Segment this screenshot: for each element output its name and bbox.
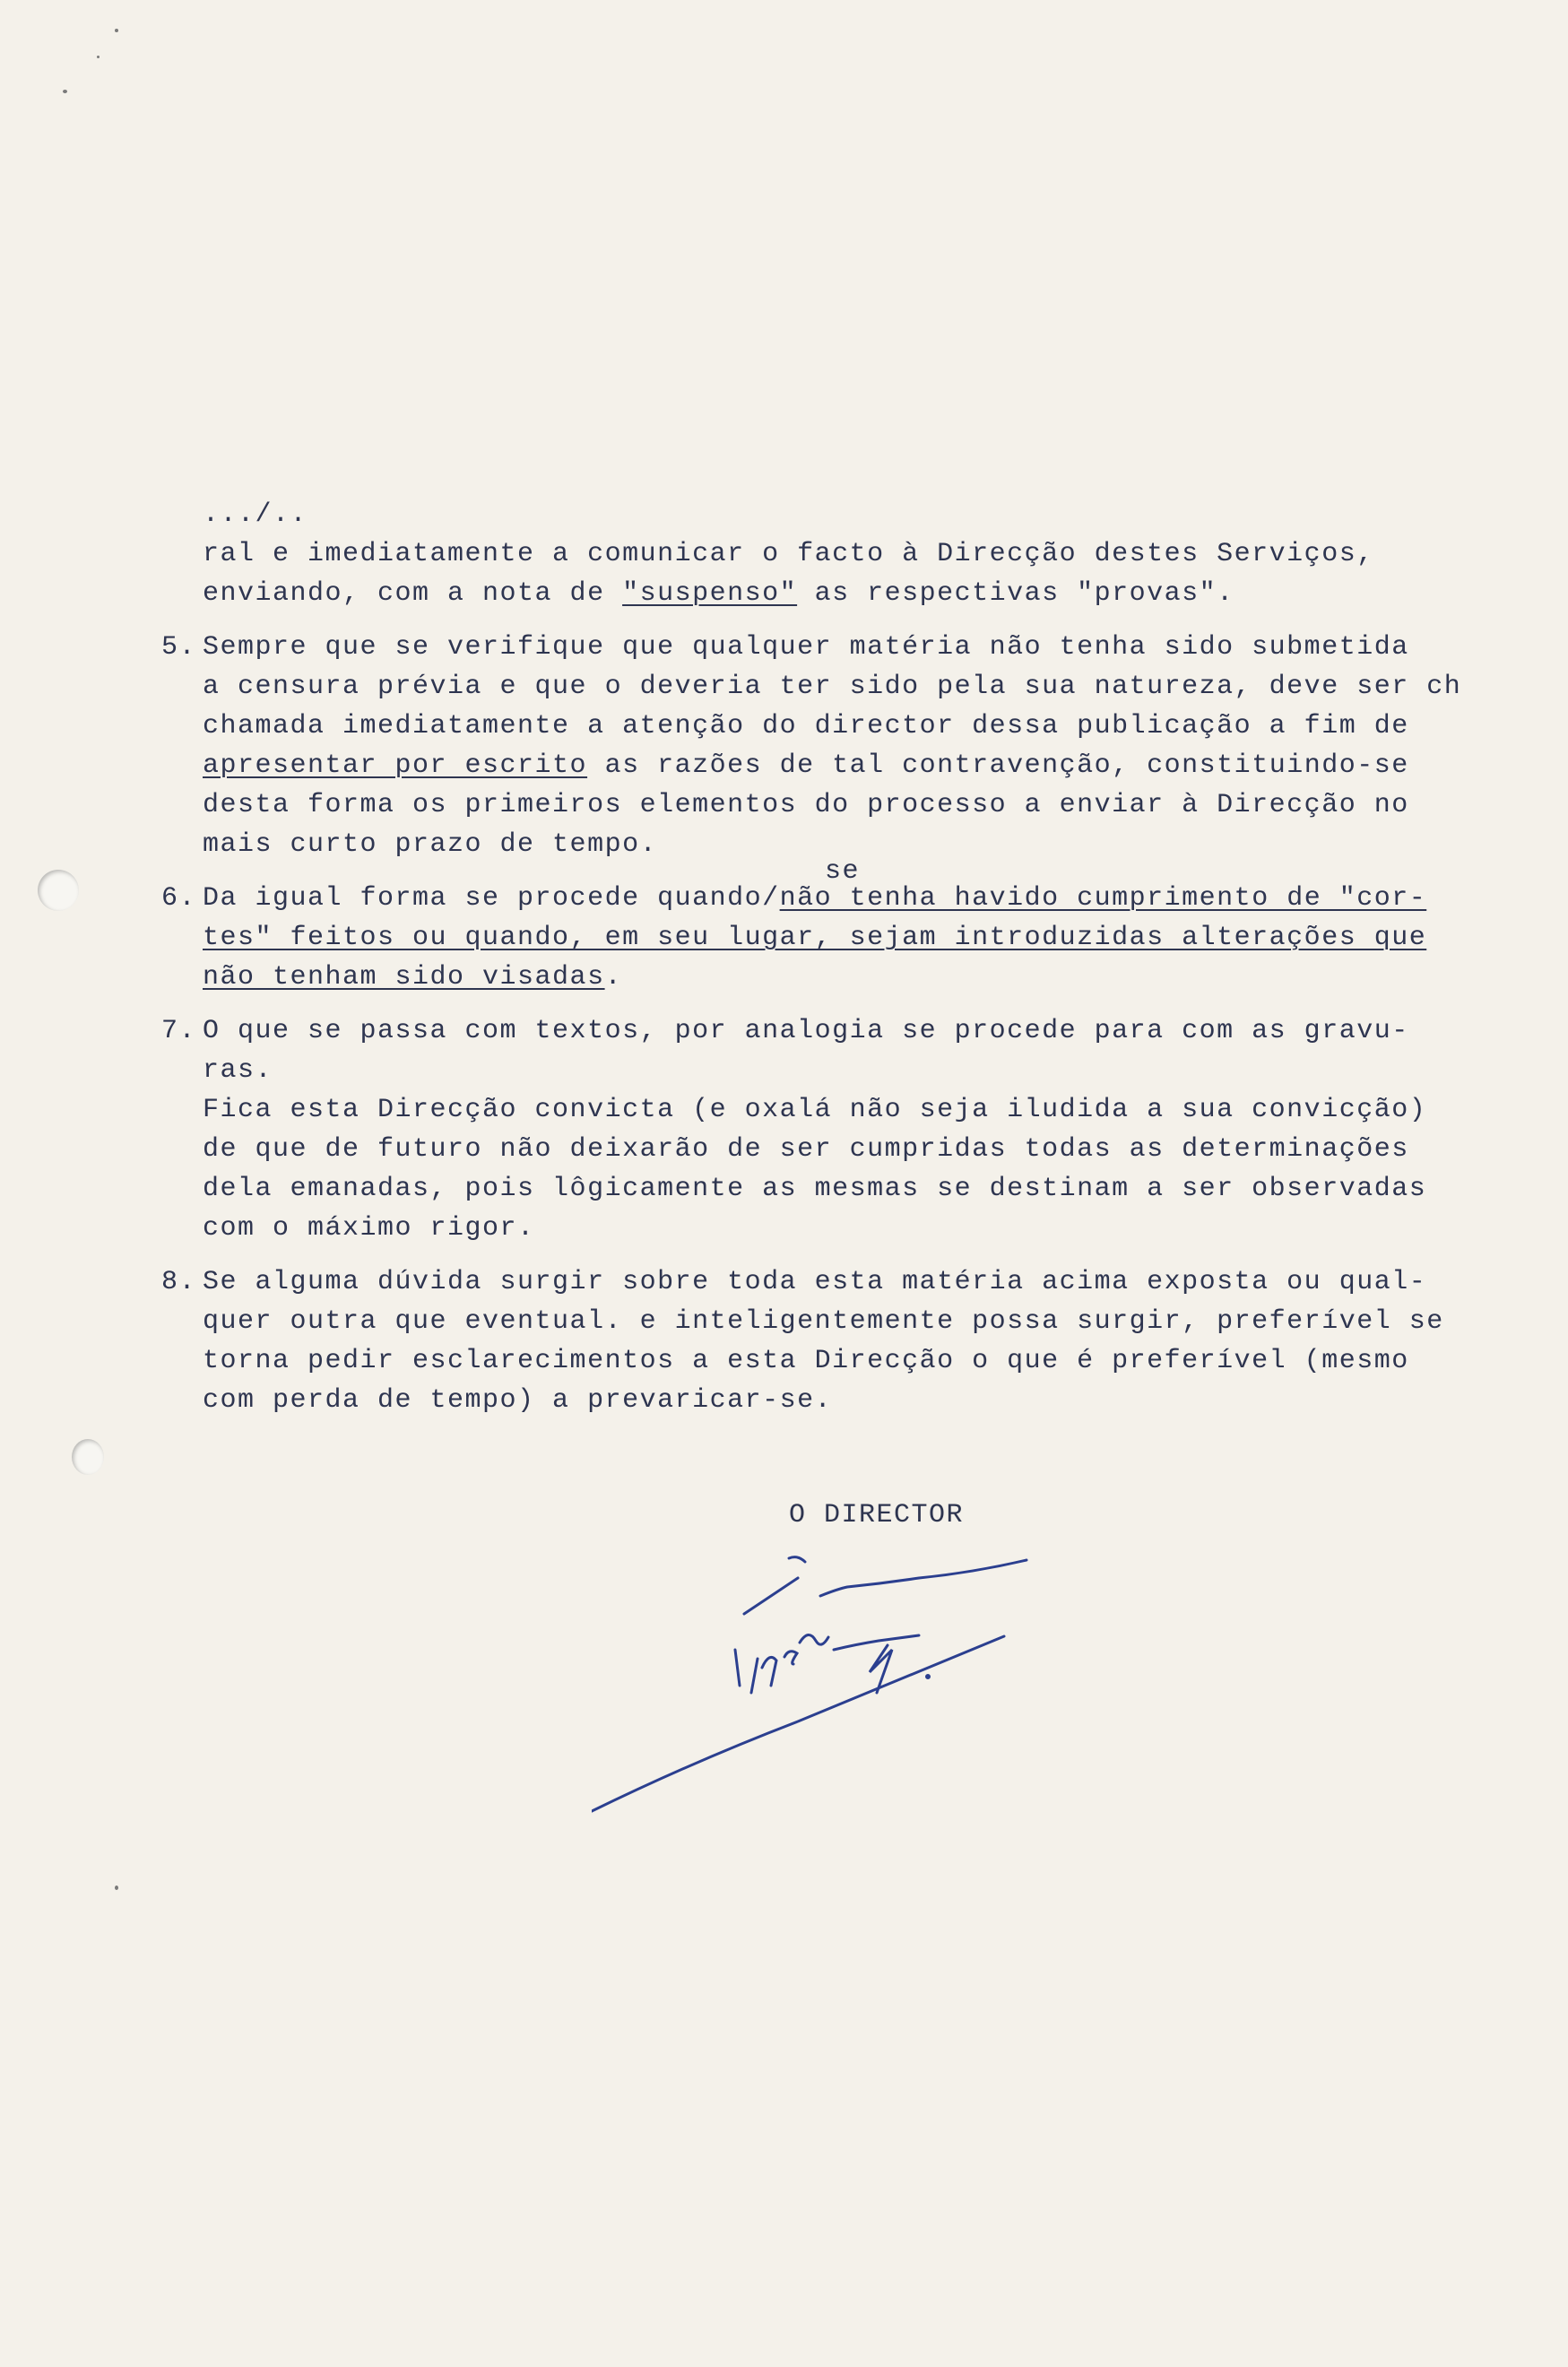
intro-line-2 xyxy=(203,574,1234,613)
paragraph-number-6: 6. xyxy=(161,883,197,914)
p8-line-1: Se alguma dúvida surgir sobre toda esta matéria acima exposta ou qual- xyxy=(203,1267,1427,1297)
p5-line-2: a censura prévia e que o deveria ter sido pela sua natureza, deve ser ch xyxy=(203,672,1462,702)
p8-line-4: com perda de tempo) a prevaricar-se. xyxy=(203,1385,833,1416)
p5-line-4 xyxy=(203,746,1409,785)
p6-line-1 xyxy=(203,879,1426,918)
p6-period: . xyxy=(604,962,623,993)
paper-speck xyxy=(97,56,100,58)
p7-line-2: ras. xyxy=(203,1055,273,1086)
p5-line-1: Sempre que se verifique que qualquer matéria não tenha sido submetida xyxy=(203,632,1409,663)
intro-tail: as respectivas "provas". xyxy=(797,578,1234,609)
p7-line-5: dela emanadas, pois lôgicamente as mesmas se destinam a ser observadas xyxy=(203,1174,1427,1204)
p6-line-2: tes" feitos ou quando, em seu lugar, sejam introduzidas alterações que xyxy=(203,923,1427,953)
punch-hole xyxy=(38,870,79,911)
p7-line-3: Fica esta Direcção convicta (e oxalá não seja iludida a sua convicção) xyxy=(203,1095,1427,1125)
p5-line-4-tail: as razões de tal contravenção, constituindo-se xyxy=(587,750,1409,781)
signature-title: O DIRECTOR xyxy=(789,1500,965,1530)
paper-speck xyxy=(115,29,118,32)
p6-text: Da igual forma se procede quando/ xyxy=(203,883,780,914)
paragraph-number-8: 8. xyxy=(161,1267,197,1297)
p6-insertion: se xyxy=(825,856,861,887)
continuation-mark: .../.. xyxy=(203,499,308,530)
paper-speck xyxy=(115,1886,118,1890)
p7-line-4: de que de futuro não deixarão de ser cumpridas todas as determinações xyxy=(203,1134,1409,1165)
p7-line-1: O que se passa com textos, por analogia se procede para com as gravu- xyxy=(203,1016,1409,1046)
handwritten-signature xyxy=(592,1542,1219,1829)
p5-line-3: chamada imediatamente a atenção do director dessa publicação a fim de xyxy=(203,711,1409,741)
p7-line-6: com o máximo rigor. xyxy=(203,1213,535,1244)
paragraph-number-5: 5. xyxy=(161,632,197,663)
intro-line-1: ral e imediatamente a comunicar o facto à Direcção destes Serviços, xyxy=(203,539,1374,569)
p6-underlined-1: não tenha havido cumprimento de "cor- xyxy=(779,883,1427,914)
p6-underlined-3: não tenham sido visadas xyxy=(203,962,605,993)
p5-line-6: mais curto prazo de tempo. xyxy=(203,829,658,860)
apresentar-underlined: apresentar por escrito xyxy=(203,750,588,781)
p5-line-5: desta forma os primeiros elementos do processo a enviar à Direcção no xyxy=(203,790,1409,820)
suspenso-underlined: "suspenso" xyxy=(622,578,798,609)
p8-line-2: quer outra que eventual. e inteligentemente possa surgir, preferível se xyxy=(203,1306,1444,1337)
punch-hole xyxy=(72,1439,104,1475)
paper-speck xyxy=(63,90,67,93)
p6-line-3 xyxy=(203,958,622,997)
intro-text: enviando, com a nota de xyxy=(203,578,623,609)
p8-line-3: torna pedir esclarecimentos a esta Direcção o que é preferível (mesmo xyxy=(203,1346,1409,1376)
paragraph-number-7: 7. xyxy=(161,1016,197,1046)
